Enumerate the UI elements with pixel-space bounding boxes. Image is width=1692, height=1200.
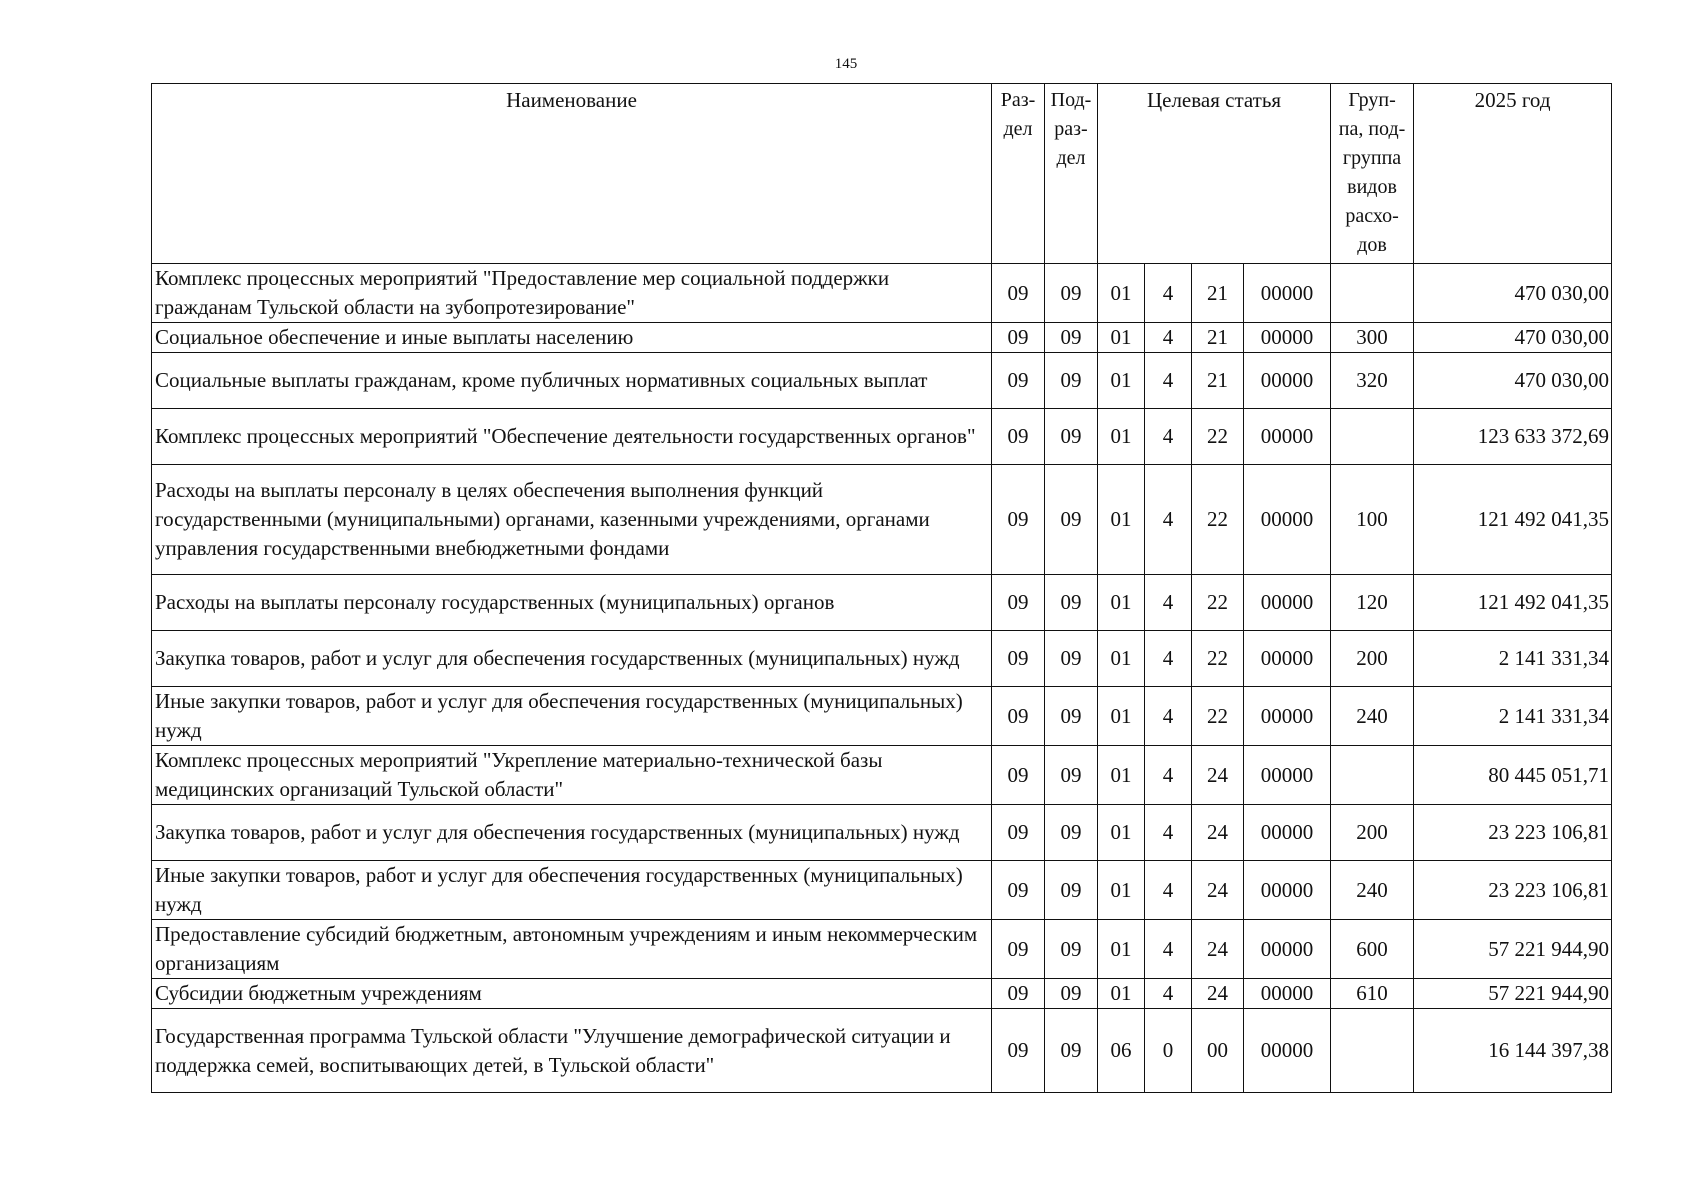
row-name: Расходы на выплаты персоналу государственных (муниципальных) органов (152, 575, 992, 631)
row-section: 09 (992, 465, 1045, 575)
row-name: Комплекс процессных мероприятий "Укрепление материально-технической базы медицинских организаций Тульской области" (152, 746, 992, 805)
row-target-program: 01 (1098, 979, 1145, 1009)
row-section: 09 (992, 920, 1045, 979)
row-target-direction: 00000 (1244, 979, 1331, 1009)
row-section: 09 (992, 805, 1045, 861)
row-name: Государственная программа Тульской области "Улучшение демографической ситуации и поддержка семей, воспитывающих детей, в Тульской области" (152, 1009, 992, 1093)
table-row (152, 264, 1612, 323)
row-name: Предоставление субсидий бюджетным, автономным учреждениям и иным некоммерческим организациям (152, 920, 992, 979)
header-year: 2025 год (1414, 84, 1612, 264)
row-subsection: 09 (1045, 805, 1098, 861)
row-target-program: 06 (1098, 1009, 1145, 1093)
row-expense-group (1331, 264, 1414, 323)
row-target-type: 4 (1145, 409, 1192, 465)
row-amount: 16 144 397,38 (1414, 1009, 1612, 1093)
row-amount: 121 492 041,35 (1414, 575, 1612, 631)
row-section: 09 (992, 687, 1045, 746)
row-expense-group: 200 (1331, 805, 1414, 861)
table-header-row (152, 84, 1612, 264)
row-target-structure: 24 (1192, 920, 1244, 979)
row-expense-group: 300 (1331, 323, 1414, 353)
table-row (152, 687, 1612, 746)
header-expense-group: Груп- па, под- группа видов расхо- дов (1331, 84, 1414, 264)
row-section: 09 (992, 631, 1045, 687)
row-target-type: 4 (1145, 631, 1192, 687)
row-target-direction: 00000 (1244, 409, 1331, 465)
row-section: 09 (992, 353, 1045, 409)
table-row (152, 746, 1612, 805)
budget-table (151, 83, 1612, 1093)
row-target-structure: 21 (1192, 353, 1244, 409)
row-target-direction: 00000 (1244, 687, 1331, 746)
row-expense-group (1331, 746, 1414, 805)
table-row (152, 465, 1612, 575)
row-target-direction: 00000 (1244, 861, 1331, 920)
row-expense-group: 320 (1331, 353, 1414, 409)
row-target-program: 01 (1098, 631, 1145, 687)
row-target-type: 4 (1145, 323, 1192, 353)
row-target-direction: 00000 (1244, 746, 1331, 805)
row-expense-group: 200 (1331, 631, 1414, 687)
page-number: 145 (834, 56, 858, 72)
row-name: Закупка товаров, работ и услуг для обеспечения государственных (муниципальных) нужд (152, 805, 992, 861)
row-target-type: 4 (1145, 465, 1192, 575)
row-target-program: 01 (1098, 920, 1145, 979)
table-row (152, 323, 1612, 353)
row-target-structure: 22 (1192, 575, 1244, 631)
row-target-type: 4 (1145, 575, 1192, 631)
header-name: Наименование (152, 84, 992, 264)
row-target-structure: 24 (1192, 746, 1244, 805)
row-amount: 2 141 331,34 (1414, 631, 1612, 687)
row-target-program: 01 (1098, 409, 1145, 465)
row-name: Комплекс процессных мероприятий "Обеспечение деятельности государственных органов" (152, 409, 992, 465)
row-subsection: 09 (1045, 264, 1098, 323)
row-target-direction: 00000 (1244, 575, 1331, 631)
row-target-direction: 00000 (1244, 353, 1331, 409)
table-row (152, 979, 1612, 1009)
row-target-structure: 24 (1192, 979, 1244, 1009)
row-expense-group: 240 (1331, 687, 1414, 746)
row-amount: 23 223 106,81 (1414, 861, 1612, 920)
row-subsection: 09 (1045, 409, 1098, 465)
row-expense-group: 240 (1331, 861, 1414, 920)
row-subsection: 09 (1045, 1009, 1098, 1093)
row-amount: 121 492 041,35 (1414, 465, 1612, 575)
row-subsection: 09 (1045, 465, 1098, 575)
row-amount: 470 030,00 (1414, 264, 1612, 323)
table-body (152, 264, 1612, 1093)
row-target-structure: 21 (1192, 264, 1244, 323)
row-subsection: 09 (1045, 861, 1098, 920)
row-target-direction: 00000 (1244, 264, 1331, 323)
row-target-program: 01 (1098, 687, 1145, 746)
row-expense-group (1331, 1009, 1414, 1093)
row-amount: 470 030,00 (1414, 323, 1612, 353)
row-target-type: 4 (1145, 353, 1192, 409)
row-section: 09 (992, 1009, 1045, 1093)
row-target-program: 01 (1098, 805, 1145, 861)
row-target-structure: 22 (1192, 687, 1244, 746)
row-amount: 470 030,00 (1414, 353, 1612, 409)
row-name: Социальные выплаты гражданам, кроме публичных нормативных социальных выплат (152, 353, 992, 409)
row-target-program: 01 (1098, 264, 1145, 323)
row-subsection: 09 (1045, 979, 1098, 1009)
row-section: 09 (992, 409, 1045, 465)
row-name: Субсидии бюджетным учреждениям (152, 979, 992, 1009)
row-expense-group: 120 (1331, 575, 1414, 631)
table-row (152, 920, 1612, 979)
row-target-program: 01 (1098, 861, 1145, 920)
header-section: Раз- дел (992, 84, 1045, 264)
row-subsection: 09 (1045, 920, 1098, 979)
row-target-program: 01 (1098, 746, 1145, 805)
row-expense-group: 610 (1331, 979, 1414, 1009)
row-target-direction: 00000 (1244, 323, 1331, 353)
row-name: Социальное обеспечение и иные выплаты населению (152, 323, 992, 353)
table-row (152, 409, 1612, 465)
row-target-program: 01 (1098, 575, 1145, 631)
row-target-type: 4 (1145, 979, 1192, 1009)
table-row (152, 1009, 1612, 1093)
row-amount: 123 633 372,69 (1414, 409, 1612, 465)
row-section: 09 (992, 861, 1045, 920)
row-target-type: 4 (1145, 687, 1192, 746)
table-row (152, 575, 1612, 631)
row-subsection: 09 (1045, 575, 1098, 631)
row-section: 09 (992, 323, 1045, 353)
row-target-structure: 22 (1192, 631, 1244, 687)
table-row (152, 861, 1612, 920)
row-expense-group: 100 (1331, 465, 1414, 575)
table-row (152, 631, 1612, 687)
row-subsection: 09 (1045, 323, 1098, 353)
row-target-program: 01 (1098, 323, 1145, 353)
row-expense-group (1331, 409, 1414, 465)
row-target-type: 0 (1145, 1009, 1192, 1093)
row-subsection: 09 (1045, 353, 1098, 409)
row-target-direction: 00000 (1244, 805, 1331, 861)
table-row (152, 353, 1612, 409)
row-target-structure: 21 (1192, 323, 1244, 353)
row-amount: 57 221 944,90 (1414, 920, 1612, 979)
row-target-direction: 00000 (1244, 920, 1331, 979)
row-target-structure: 24 (1192, 805, 1244, 861)
row-target-type: 4 (1145, 264, 1192, 323)
row-expense-group: 600 (1331, 920, 1414, 979)
row-target-structure: 24 (1192, 861, 1244, 920)
row-section: 09 (992, 979, 1045, 1009)
row-subsection: 09 (1045, 631, 1098, 687)
header-subsection: Под- раз- дел (1045, 84, 1098, 264)
row-name: Иные закупки товаров, работ и услуг для обеспечения государственных (муниципальных) нужд (152, 687, 992, 746)
row-target-structure: 22 (1192, 409, 1244, 465)
row-target-structure: 22 (1192, 465, 1244, 575)
row-target-direction: 00000 (1244, 465, 1331, 575)
row-target-program: 01 (1098, 353, 1145, 409)
row-amount: 23 223 106,81 (1414, 805, 1612, 861)
row-name: Иные закупки товаров, работ и услуг для обеспечения государственных (муниципальных) нужд (152, 861, 992, 920)
header-target-article: Целевая статья (1098, 84, 1331, 264)
row-name: Закупка товаров, работ и услуг для обеспечения государственных (муниципальных) нужд (152, 631, 992, 687)
row-amount: 80 445 051,71 (1414, 746, 1612, 805)
row-name: Расходы на выплаты персоналу в целях обеспечения выполнения функций государственными (муниципальными) органами, казенными учреждениями, органами управления государственными внебюджетными фондами (152, 465, 992, 575)
row-target-type: 4 (1145, 861, 1192, 920)
row-section: 09 (992, 575, 1045, 631)
row-target-type: 4 (1145, 920, 1192, 979)
row-target-structure: 00 (1192, 1009, 1244, 1093)
row-subsection: 09 (1045, 746, 1098, 805)
row-name: Комплекс процессных мероприятий "Предоставление мер социальной поддержки гражданам Тульской области на зубопротезирование" (152, 264, 992, 323)
row-amount: 57 221 944,90 (1414, 979, 1612, 1009)
row-amount: 2 141 331,34 (1414, 687, 1612, 746)
table-row (152, 805, 1612, 861)
row-target-direction: 00000 (1244, 631, 1331, 687)
row-section: 09 (992, 746, 1045, 805)
row-target-type: 4 (1145, 746, 1192, 805)
row-target-program: 01 (1098, 465, 1145, 575)
row-section: 09 (992, 264, 1045, 323)
row-target-type: 4 (1145, 805, 1192, 861)
row-target-direction: 00000 (1244, 1009, 1331, 1093)
row-subsection: 09 (1045, 687, 1098, 746)
